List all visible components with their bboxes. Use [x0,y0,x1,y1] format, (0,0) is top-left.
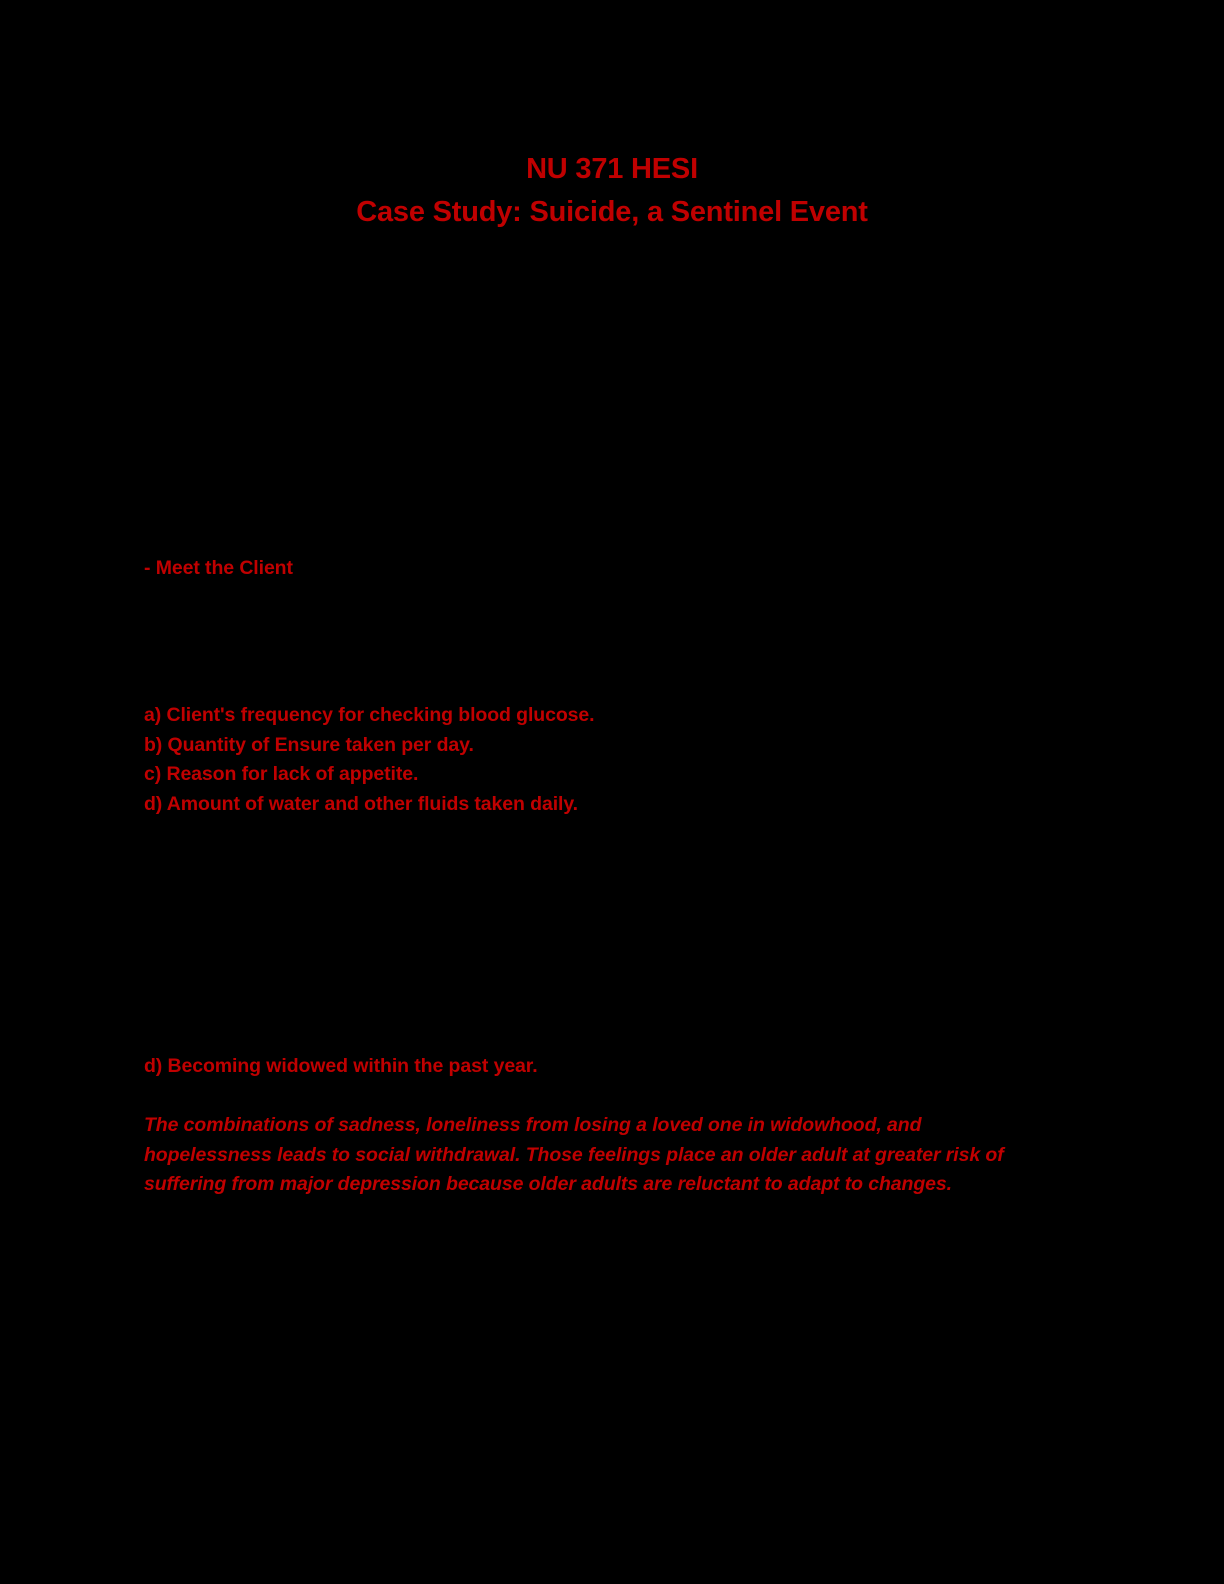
option-a: a) Client's frequency for checking blood glucose. [144,704,595,726]
answer-options-list [144,701,1084,819]
title-line-case-study: Case Study: Suicide, a Sentinel Event [356,196,868,228]
rationale-line: suffering from major depression because older adults are reluctant to adapt to changes. [144,1173,952,1195]
selected-answer: d) Becoming widowed within the past year. [144,1055,538,1077]
option-d: d) Amount of water and other fluids taken daily. [144,792,578,815]
document-title [0,148,1224,234]
title-line-course: NU 371 HESI [526,153,698,185]
rationale-line: hopelessness leads to social withdrawal. Those feelings place an older adult at greater risk of [144,1143,1004,1166]
option-b: b) Quantity of Ensure taken per day. [144,733,474,756]
option-c: c) Reason for lack of appetite. [144,763,419,785]
rationale-paragraph [144,1111,1084,1200]
rationale-line: The combinations of sadness, loneliness from losing a loved one in widowhood, and [144,1114,922,1136]
section-heading: - Meet the Client [144,557,293,579]
